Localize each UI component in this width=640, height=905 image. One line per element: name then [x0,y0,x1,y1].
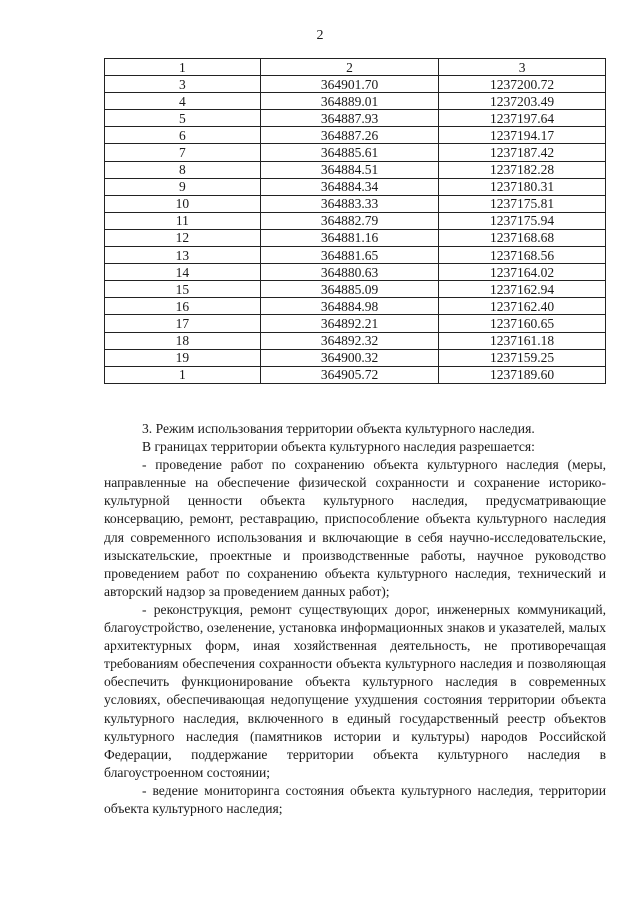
table-cell: 1237197.64 [439,110,606,127]
table-cell: 364880.63 [260,264,438,281]
table-cell: 1237162.94 [439,281,606,298]
table-cell: 364885.09 [260,281,438,298]
table-cell: 1237162.40 [439,298,606,315]
table-cell: 364892.21 [260,315,438,332]
section-heading: 3. Режим использования территории объекта культурного наследия. [142,421,535,436]
table-cell: 1237203.49 [439,93,606,110]
table-cell: 364884.98 [260,298,438,315]
table-row [105,195,606,212]
table-row [105,161,606,178]
table-cell: 8 [105,161,261,178]
table-row [105,76,606,93]
table-header-row [105,59,606,76]
table-cell: 364882.79 [260,212,438,229]
coordinates-table [104,58,606,384]
table-cell: 1237187.42 [439,144,606,161]
table-cell: 364887.26 [260,127,438,144]
table-row [105,298,606,315]
table-cell: 1237159.25 [439,349,606,366]
table-cell: 3 [105,76,261,93]
table-cell: 4 [105,93,261,110]
table-cell: 1237189.60 [439,366,606,383]
table-cell: 1237194.17 [439,127,606,144]
page-number: 2 [316,28,324,43]
table-cell: 19 [105,349,261,366]
document-body [104,420,606,818]
table-cell: 5 [105,110,261,127]
permitted-item: - реконструкция, ремонт существующих дорог, инженерных коммуникаций, благоустройство, озеленение, установка информационных знаков и указателей, малых архитектурных форм, иная хозяйственная деятельность, не противоречащая требованиям обеспечения сохранности объекта культурного наследия и позволяющая обеспечить функционирование объекта культурного наследия в современных условиях, обеспечивающая недопущение ухудшения состояния территории объекта культурного наследия, включенного в единый государственный реестр объектов культурного наследия (памятников истории и культуры) народов Российской Федерации, поддержание территории объекта культурного наследия в благоустроенном состоянии; [104,601,606,780]
table-cell: 364884.51 [260,161,438,178]
table-cell: 364885.61 [260,144,438,161]
table-cell: 1 [105,366,261,383]
table-cell: 364887.93 [260,110,438,127]
table-cell: 1237175.94 [439,212,606,229]
table-row [105,366,606,383]
table-cell: 364883.33 [260,195,438,212]
table-cell: 1237180.31 [439,178,606,195]
table-cell: 6 [105,127,261,144]
table-cell: 14 [105,264,261,281]
table-cell: 364901.70 [260,76,438,93]
table-row [105,229,606,246]
table-row [105,178,606,195]
table-cell: 364900.32 [260,349,438,366]
table-cell: 18 [105,332,261,349]
header-cell: 2 [260,59,438,76]
table-cell: 364892.32 [260,332,438,349]
table-cell: 12 [105,229,261,246]
table-cell: 16 [105,298,261,315]
table-row [105,349,606,366]
table-cell: 364881.16 [260,229,438,246]
table-row [105,332,606,349]
table-cell: 1237168.68 [439,229,606,246]
table-cell: 1237200.72 [439,76,606,93]
header-cell: 3 [439,59,606,76]
table-cell: 1237175.81 [439,195,606,212]
header-cell: 1 [105,59,261,76]
table-cell: 364884.34 [260,178,438,195]
table-cell: 1237168.56 [439,247,606,264]
table-row [105,212,606,229]
table-cell: 10 [105,195,261,212]
table-row [105,110,606,127]
table-row [105,144,606,161]
table-cell: 1237160.65 [439,315,606,332]
table-cell: 1237161.18 [439,332,606,349]
table-cell: 364905.72 [260,366,438,383]
table-row [105,315,606,332]
table-cell: 11 [105,212,261,229]
table-cell: 9 [105,178,261,195]
table-row [105,281,606,298]
table-cell: 15 [105,281,261,298]
table-row [105,93,606,110]
permitted-item: - ведение мониторинга состояния объекта культурного наследия, территории объекта культурного наследия; [104,782,606,816]
table-cell: 364889.01 [260,93,438,110]
table-cell: 7 [105,144,261,161]
table-cell: 17 [105,315,261,332]
table-row [105,264,606,281]
table-cell: 364881.65 [260,247,438,264]
table-cell: 13 [105,247,261,264]
table-row [105,127,606,144]
table-row [105,247,606,264]
table-cell: 1237182.28 [439,161,606,178]
permitted-item: - проведение работ по сохранению объекта культурного наследия (меры, направленные на обеспечение физической сохранности и сохранение историко-культурной ценности объекта культурного наследия, предусматривающие консервацию, ремонт, реставрацию, приспособление объекта культурного наследия для современного использования и включающие в себя научно-исследовательские, изыскательские, проектные и производственные работы, научное руководство проведением работ по сохранению объекта культурного наследия, технический и авторский надзор за проведением данных работ); [104,457,606,599]
table-cell: 1237164.02 [439,264,606,281]
intro-paragraph: В границах территории объекта культурного наследия разрешается: [142,439,535,455]
